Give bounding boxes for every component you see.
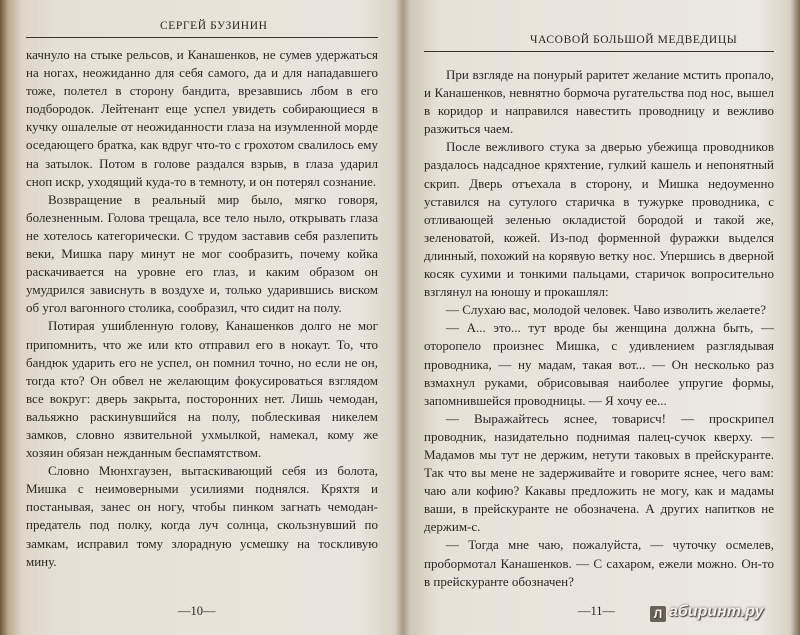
paragraph: Словно Мюнхгаузен, вытаскивающий себя из болота, Мишка с неимоверными усилиями поднялся. Кряхтя и постанывая, занес он ногу, чтобы пинком загнать чемодан-предатель под полку, когда луч солнца, скользнувший по замкам, исправил тому злорадную усмешку на тоскливую мину. [26,463,378,569]
paragraph: — Тогда мне чаю, пожалуйста, — чуточку осмелев, пробормотал Канашенков. — С сахаром, ежели можно. Он-то в прейскуранте обозначен? [424,537,774,589]
paragraph: — Выражайтесь яснее, товарисч! — проскрипел проводник, назидательно поднимая палец-сучок кверху. — Мадамов мы тут не держим, нетути таковых в прейскуранте. Так что вы мене не задерживайте и говорите яснее, чего вам: чаю али кофию? Какавы предложить не могу, как и мадамы ваши, в прейскуранте не обозначена. А других напитков не держим-с. [424,410,774,535]
paragraph: — А... это... тут вроде бы женщина должна быть, — оторопело произнес Мишка, с удивлением разглядывая проводника, — ну мадам, такая вот... — Он несколько раз взмахнул руками, обрисовывая наиболее упругие формы, запомнившейся проводницы. — Я хочу ее... [424,320,774,408]
watermark-text: абиринт.ру [669,603,764,620]
left-page-text [26,46,378,571]
header-rule [424,51,774,52]
right-page-text [424,66,774,591]
running-header-author: СЕРГЕЙ БУЗИНИН [160,20,268,32]
paragraph: После вежливого стука за дверью убежища проводников раздалось надсадное кряхтение, гулкий кашель и непонятный скрип. Дверь отъехала в сторону, и Мишка недоуменно уставился на сутулого старичка в тужурке проводника, с отливающей зеленью окладистой бородой и такой же, зеленоватой, кожей. Из-под форменной фуражки выделся длинный, похожий на корявую ветку нос. Упершись в дверной косяк сухими и тонкими пальцами, старичок вопросительно взглянул на юношу и прокашлял: [424,139,774,300]
labirint-watermark [650,603,764,622]
paragraph: При взгляде на понурый раритет желание мстить пропало, и Канашенков, невнятно бормоча ругательства под нос, вышел в коридор и направился навестить проводницу и вежливо разжиться чаем. [424,67,774,137]
paragraph: — Слухаю вас, молодой человек. Чаво изволить желаете? [446,302,767,318]
page-number: —10— [178,604,216,618]
header-rule [26,37,378,38]
paragraph: качнуло на стыке рельсов, и Канашенков, не сумев удержаться на ногах, неожиданно для себя самого, да и для нападавшего тоже, полетел в сторону бандита, врезавшись лбом в его подбородок. Лейтенант еще успел увидеть собирающиеся в кучку ошалелые от неожиданности глаза на изумленной морде оседающего братка, как вдруг что-то с грохотом свалилось ему на затылок. Потом в голове раздался взрыв, в глаза ударил сноп искр, уходящий куда-то в темноту, и он потерял сознание. [26,47,378,189]
page-number: —11— [578,604,616,618]
right-page [404,0,800,635]
running-header-title: ЧАСОВОЙ БОЛЬШОЙ МЕДВЕДИЦЫ [530,34,738,46]
paragraph: Возвращение в реальный мир было, мягко говоря, болезненным. Голова трещала, все тело ныло, открывать глаза не хотелось категорически. С трудом заставив себя разлепить веки, Мишка пару минут не мог сообразить, почему койка раскачивается на уровне его глаз, и каким образом он умудрился зависнуть в воздухе и, только ударившись виском об угол вагонного столика, сообразил, что сидит на полу. [26,191,378,316]
labirint-logo-icon: Л [650,606,666,622]
paragraph: Потирая ушибленную голову, Канашенков долго не мог припомнить, что же или кто отправил его в нокаут. То, что бандюк ударить его не успел, он помнил точно, но если не он, тогда кто? Он обвел не желающим фокусироваться взглядом все вокруг: дверь закрыта, посторонних нет. Лишь чемодан, вальяжно раскинувшийся на полу, поблескивая никелем замков, словно язвительной ухмылкой, намекал, кому же хозяин обязан нежданным беспамятством. [26,318,378,461]
